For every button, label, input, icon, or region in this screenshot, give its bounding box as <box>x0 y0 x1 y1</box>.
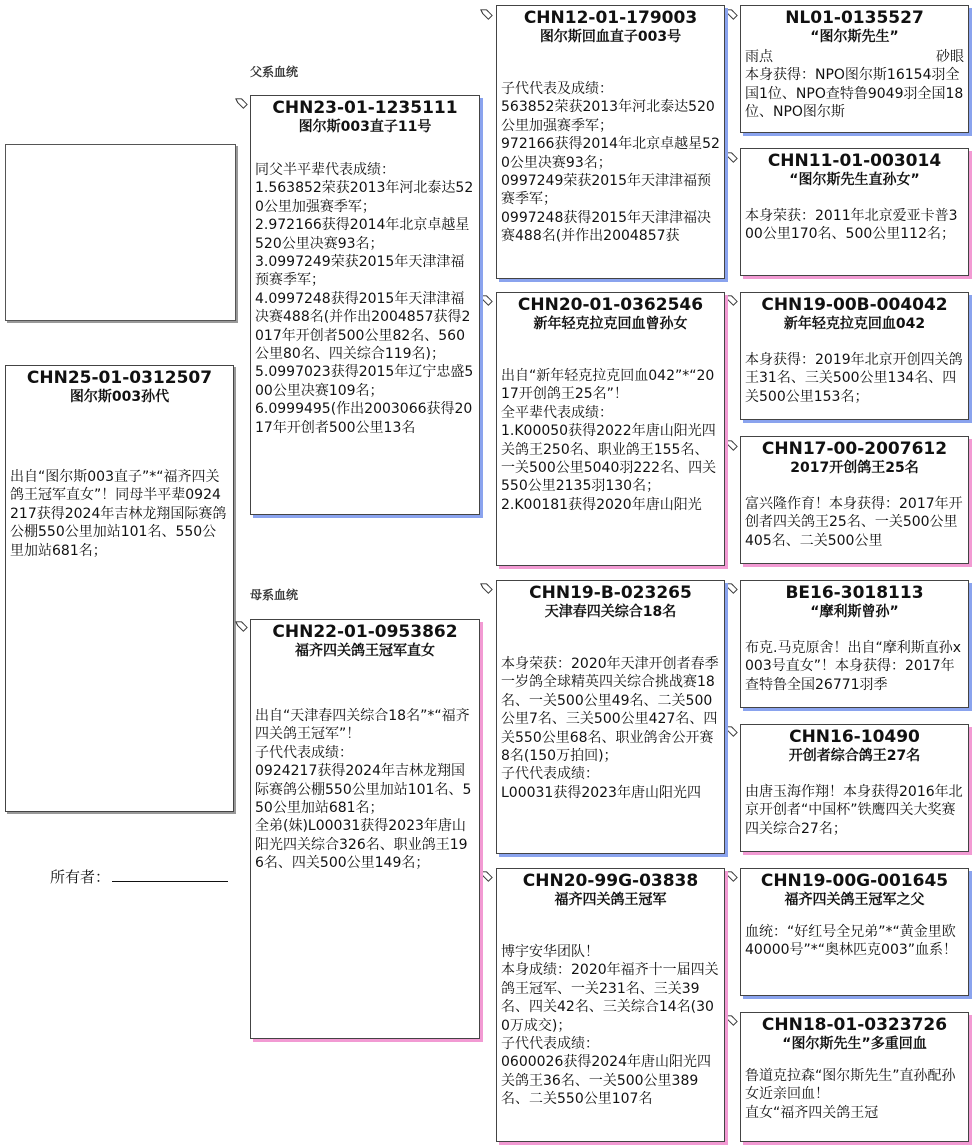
subject-description: 出自“图尔斯003直子”*“福齐四关鸽王冠军直女”！同母半平辈0924217获得2024年吉林龙翔国际赛鸽公棚550公里加站101名、550公里加站681名； <box>10 469 227 559</box>
dsd-ring-number: CHN16-10490 <box>789 727 920 747</box>
subject-card <box>5 365 234 812</box>
dsd-name: 开创者综合鸽王27名 <box>788 748 921 764</box>
dds-description: 血统：“好红号全兄弟”*“黄金里欧40000号”*“奥林匹克003”血系！ <box>745 924 958 959</box>
sire-sire-description: 子代代表及成绩： 563852荣获2013年河北泰达520公里加强赛季军； 972166获得2014年北京卓越星520公里决赛93名； 0997249荣获2015年天津津福预赛季军； 0997248获得2015年天津津福决赛488名(并作出2004857获 <box>501 81 720 245</box>
edit-pencil-icon[interactable] <box>724 869 739 884</box>
ddd-ring-number: CHN18-01-0323726 <box>761 1015 948 1035</box>
paternal-lineage-label: 父系血统 <box>250 65 299 79</box>
edit-pencil-icon[interactable] <box>724 293 739 308</box>
dds-ring-number: CHN19-00G-001645 <box>760 871 949 891</box>
sds-name: 新年轻克拉克回血042 <box>783 316 926 332</box>
sss-eye-sign <box>741 48 968 66</box>
edit-pencil-icon[interactable] <box>724 438 739 453</box>
dsd-card[interactable] <box>740 724 969 852</box>
sire-sire-card[interactable] <box>496 5 725 279</box>
dss-card[interactable] <box>740 580 969 708</box>
edit-pencil-icon[interactable] <box>724 1013 739 1028</box>
dam-sire-ring-number: CHN19-B-023265 <box>529 583 692 603</box>
sire-sire-ring-number: CHN12-01-179003 <box>523 8 698 28</box>
maternal-lineage-label: 母系血统 <box>250 588 299 602</box>
ddd-name: “图尔斯先生”多重回血 <box>782 1036 927 1052</box>
edit-pencil-icon[interactable] <box>234 96 249 111</box>
sss-card[interactable] <box>740 5 969 133</box>
edit-pencil-icon[interactable] <box>724 724 739 739</box>
owner-field <box>50 866 228 887</box>
sss-description: 本身获得：NPO图尔斯16154羽全国1位、NPO查特鲁9049羽全国18位、NPO图尔斯 <box>745 67 964 121</box>
sire-sire-name: 图尔斯回血直子003号 <box>539 29 682 45</box>
ssd-card[interactable] <box>740 148 969 276</box>
edit-pencil-icon[interactable] <box>724 7 739 22</box>
edit-pencil-icon[interactable] <box>234 619 249 634</box>
photo-placeholder <box>5 144 236 321</box>
owner-line <box>112 867 228 882</box>
dss-name: “摩利斯曾孙” <box>810 604 899 620</box>
dam-sire-card[interactable] <box>496 580 725 854</box>
ssd-ring-number: CHN11-01-003014 <box>767 151 942 171</box>
sire-description: 同父半平辈代表成绩： 1.563852荣获2013年河北泰达520公里加强赛季军； 2.972166获得2014年北京卓越星520公里决赛93名； 3.0997249荣获2015年天津津福预赛季军； 4.0997248获得2015年天津津福决赛488名(并作出2004857获得2017年开创者500公里82名、560公里80名、四关综合119名)； 5.0997023获得2015年辽宁忠盛500公里决赛109名； 6.0999495(作出2003066获得2017年开创者500公里13名 <box>255 162 474 436</box>
sdd-ring-number: CHN17-00-2007612 <box>761 439 948 459</box>
sds-description: 本身获得：2019年北京开创四关鸽王31名、三关500公里134名、四关500公里153名； <box>745 352 963 405</box>
sire-name: 图尔斯003直子11号 <box>298 119 432 135</box>
dam-sire-name: 天津春四关综合18名 <box>544 604 677 620</box>
sire-dam-ring-number: CHN20-01-0362546 <box>517 295 704 315</box>
ssd-name: “图尔斯先生直孙女” <box>789 172 920 188</box>
dam-name: 福齐四关鸽王冠军直女 <box>295 643 435 659</box>
sds-ring-number: CHN19-00B-004042 <box>761 295 948 315</box>
owner-label: 所有者： <box>50 868 111 886</box>
sss-name: “图尔斯先生” <box>810 29 899 45</box>
dam-ring-number: CHN22-01-0953862 <box>272 622 458 642</box>
ddd-description: 鲁道克拉森“图尔斯先生”直孙配孙女近亲回血！ 直女“福齐四关鸽王冠 <box>745 1068 956 1121</box>
dam-dam-ring-number: CHN20-99G-03838 <box>522 871 699 891</box>
edit-pencil-icon[interactable] <box>479 293 494 308</box>
dam-description: 出自“天津春四关综合18名”*“福齐四关鸽王冠军”！ 子代代表成绩： 0924217获得2024年吉林龙翔国际赛鸽公棚550公里加站101名、550公里加站681名； 全弟(妹)L00031获得2023年唐山阳光四关综合326名、职业鸽王196名、四关500公里149名； <box>255 708 472 872</box>
sire-dam-card[interactable] <box>496 292 725 566</box>
dam-dam-name: 福齐四关鸽王冠军 <box>554 892 667 908</box>
subject-name: 图尔斯003孙代 <box>69 389 170 405</box>
edit-pencil-icon[interactable] <box>724 581 739 596</box>
dss-ring-number: BE16-3018113 <box>785 583 924 603</box>
dam-dam-card[interactable] <box>496 868 725 1142</box>
sire-dam-name: 新年轻克拉克回血曾孙女 <box>533 316 688 332</box>
edit-pencil-icon[interactable] <box>479 581 494 596</box>
sdd-card[interactable] <box>740 436 969 564</box>
sss-ring-number: NL01-0135527 <box>785 8 924 28</box>
edit-pencil-icon[interactable] <box>479 869 494 884</box>
sire-dam-description: 出自“新年轻克拉克回血042”*“2017开创鸽王25名”！ 全平辈代表成绩： 1.K00050获得2022年唐山阳光四关鸽王250名、职业鸽王155名、一关500公里5040羽222名、四关550公里2135羽130名； 2.K00181获得2020年唐山阳光 <box>501 368 717 513</box>
dds-card[interactable] <box>740 868 969 996</box>
dss-description: 布克.马克原舍！出自“摩利斯直孙x003号直女”！本身获得：2017年查特鲁全国26771羽季 <box>745 640 961 693</box>
dds-name: 福齐四关鸽王冠军之父 <box>784 892 925 908</box>
ssd-description: 本身荣获：2011年北京爱亚卡普300公里170名、500公里112名； <box>745 208 958 243</box>
sire-ring-number: CHN23-01-1235111 <box>272 98 458 118</box>
sdd-name: 2017开创鸽王25名 <box>790 460 919 476</box>
dam-dam-description: 博宇安华团队！ 本身成绩：2020年福齐十一届四关鸽王冠军、一关231名、三关39名、四关42名、三关综合14名(300万成交)； 子代代表成绩： 0600026获得2024年唐山阳光四关鸽王36名、一关500公里389名、二关550公里107名 <box>501 944 719 1108</box>
dam-card[interactable] <box>250 619 480 1039</box>
subject-ring-number: CHN25-01-0312507 <box>26 368 213 388</box>
edit-pencil-icon[interactable] <box>724 150 739 165</box>
sdd-description: 富兴隆作育！本身获得：2017年开创者四关鸽王25名、一关500公里405名、二关500公里 <box>745 496 963 549</box>
edit-pencil-icon[interactable] <box>479 7 494 22</box>
sss-eye: 砂眼 <box>936 49 964 65</box>
ddd-card[interactable] <box>740 1012 969 1142</box>
dam-sire-description: 本身荣获：2020年天津开创者春季一岁鸽全球精英四关综合挑战赛18名、一关500公里49名、二关500公里7名、三关500公里427名、四关550公里68名、职业鸽舍公开赛8名(150万拍回)； 子代代表成绩： L00031获得2023年唐山阳光四 <box>501 656 719 801</box>
sds-card[interactable] <box>740 292 969 420</box>
dsd-description: 由唐玉海作翔！本身获得2016年北京开创者“中国杯”铁鹰四关大奖赛四关综合27名； <box>745 784 963 837</box>
sire-card[interactable] <box>250 95 480 515</box>
sss-plumage: 雨点 <box>745 49 773 65</box>
